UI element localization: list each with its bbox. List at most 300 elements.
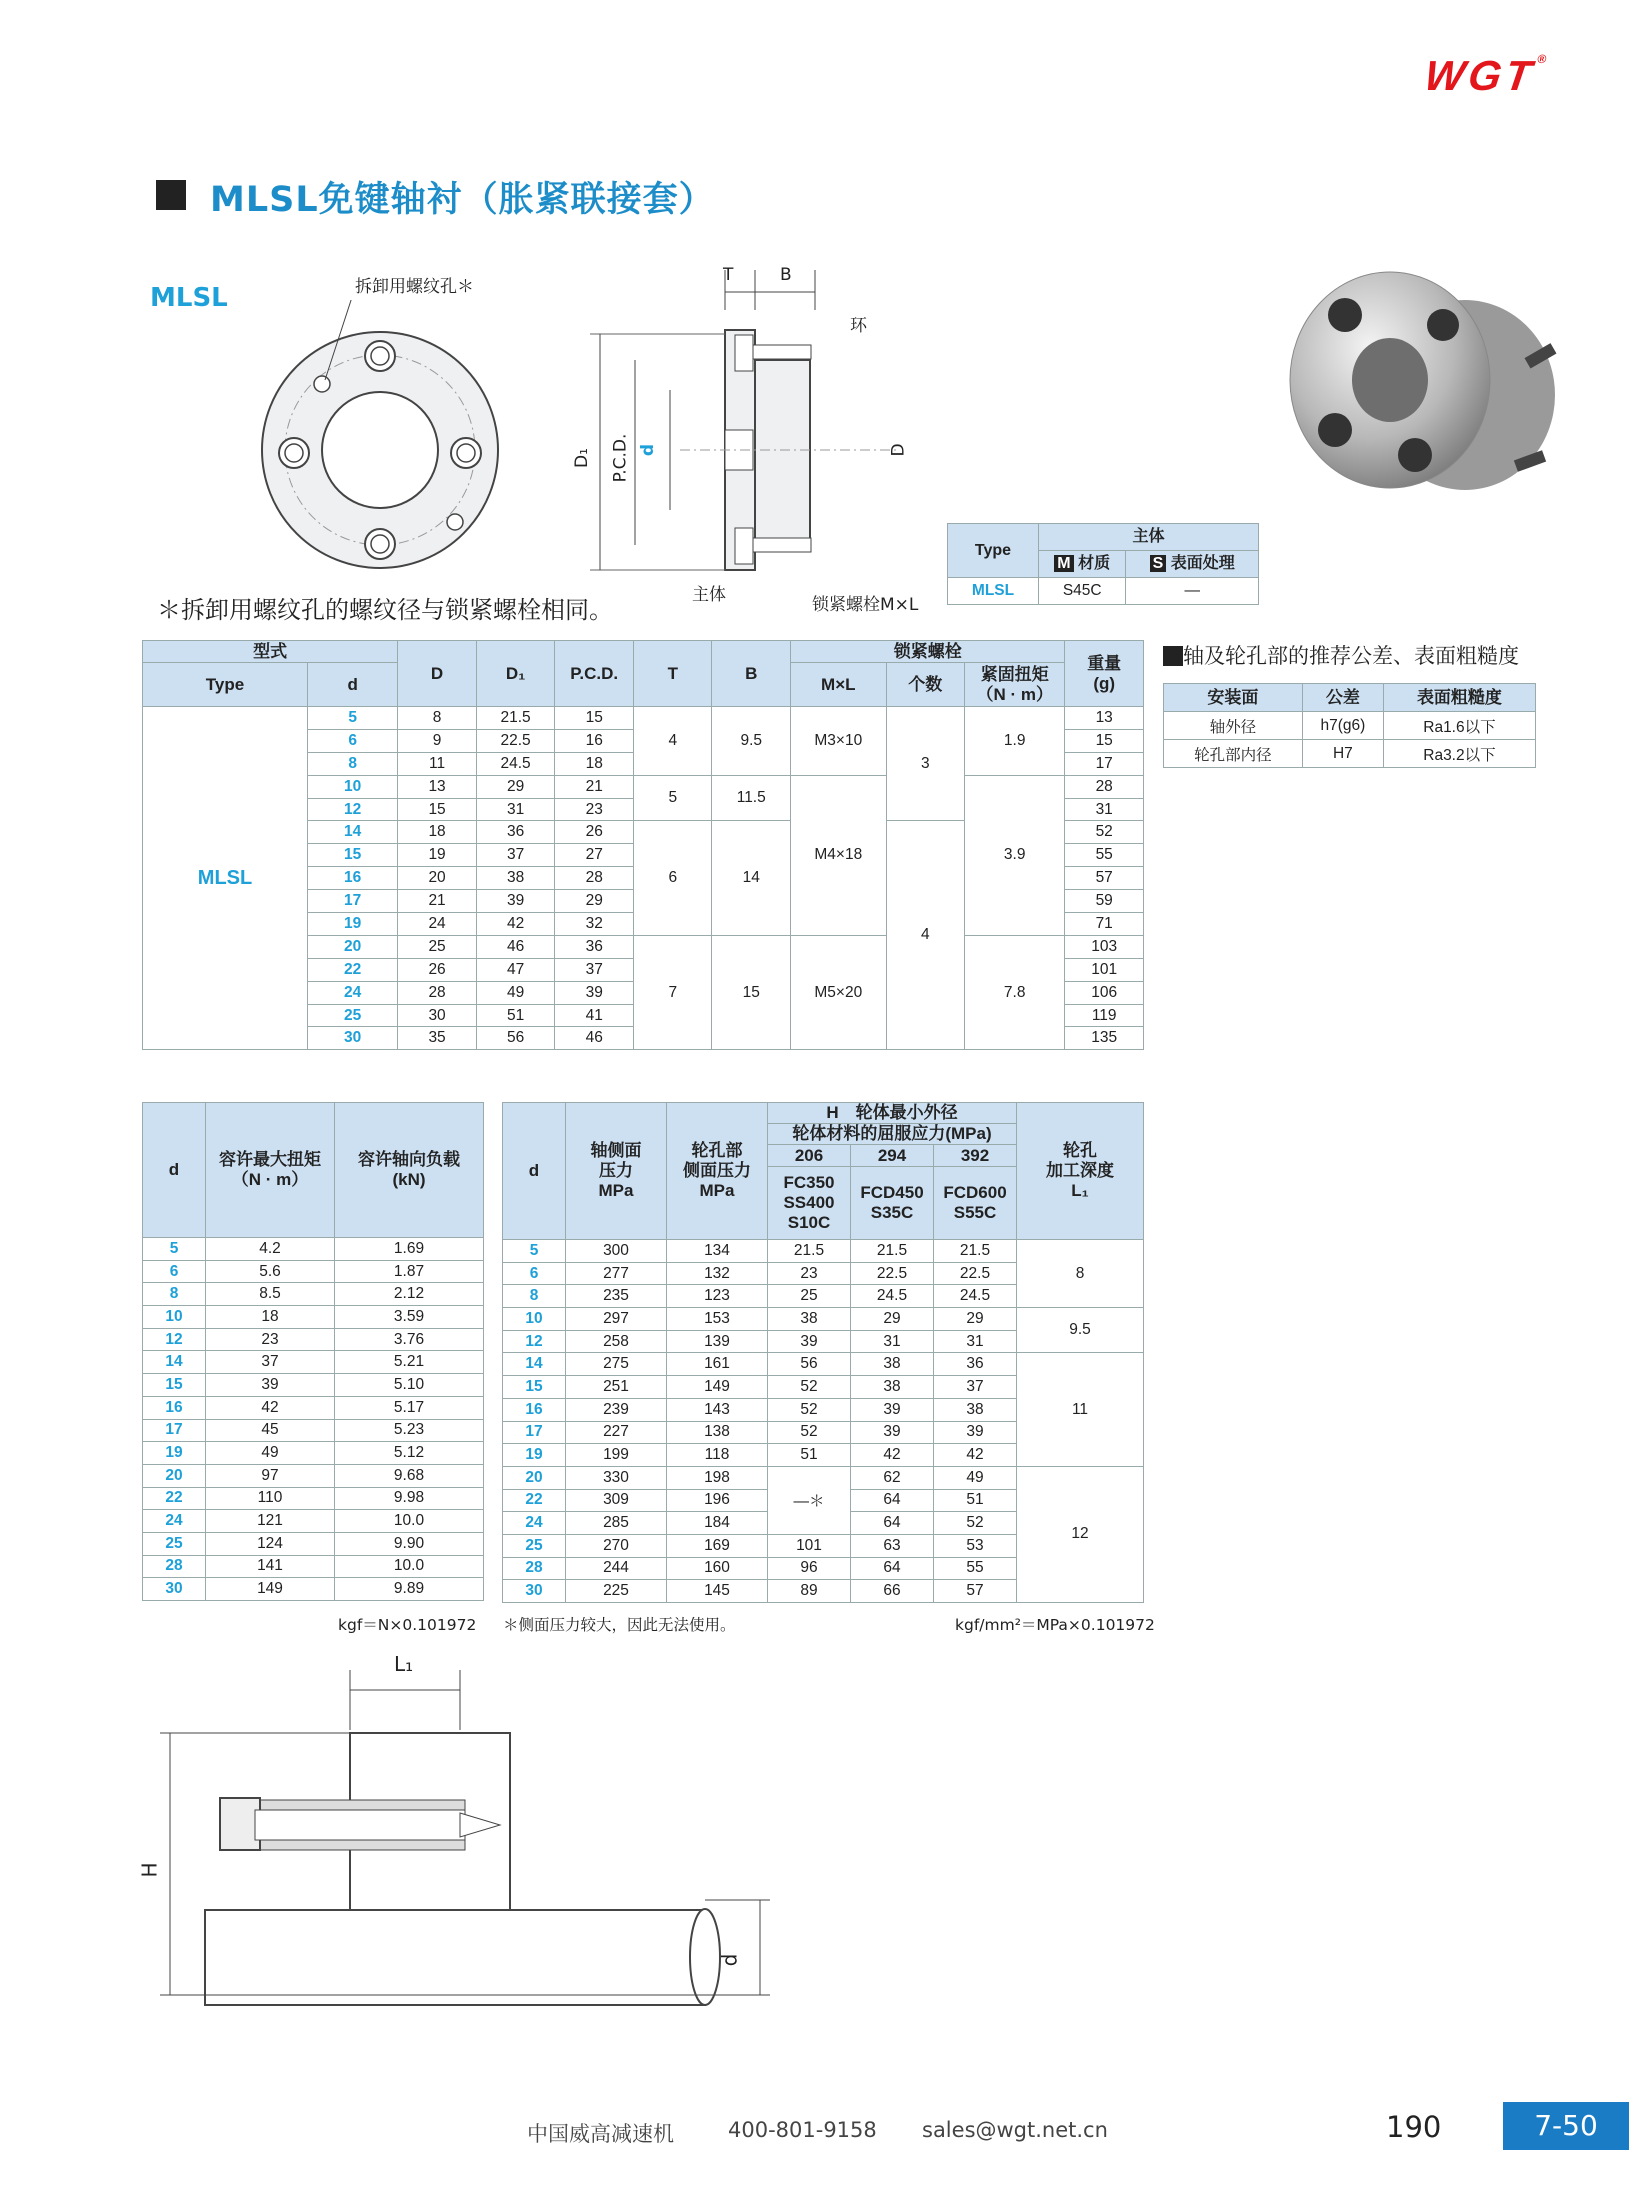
table-cell: 5.6 bbox=[206, 1260, 335, 1283]
table-cell: 37 bbox=[476, 844, 555, 867]
table-cell: 16 bbox=[143, 1396, 206, 1419]
table-cell: 3 bbox=[886, 707, 964, 821]
table-cell: 149 bbox=[667, 1376, 768, 1399]
table-cell: 18 bbox=[206, 1306, 335, 1329]
spec-PCD-header: P.C.D. bbox=[555, 641, 634, 707]
tq-d-header: d bbox=[143, 1103, 206, 1238]
table-cell: 62 bbox=[851, 1466, 934, 1489]
lock-bolt-label: 锁紧螺栓M×L bbox=[812, 595, 919, 615]
table-cell: 22 bbox=[503, 1489, 566, 1512]
table-cell: 3.76 bbox=[335, 1328, 484, 1351]
table-cell: 52 bbox=[934, 1512, 1017, 1535]
table-cell: 56 bbox=[476, 1027, 555, 1050]
table-cell: 258 bbox=[566, 1330, 667, 1353]
table-cell: 143 bbox=[667, 1398, 768, 1421]
table-cell: 22 bbox=[308, 958, 398, 981]
table-cell: 18 bbox=[398, 821, 476, 844]
table-cell: 149 bbox=[206, 1578, 335, 1601]
table-cell: 39 bbox=[851, 1421, 934, 1444]
dim-B: B bbox=[780, 265, 792, 285]
section-number: 7-50 bbox=[1503, 2102, 1629, 2150]
table-row bbox=[143, 1283, 484, 1306]
table-row bbox=[503, 1466, 1144, 1489]
table-cell: 101 bbox=[1065, 958, 1144, 981]
table-cell: 29 bbox=[476, 775, 555, 798]
table-cell: 251 bbox=[566, 1376, 667, 1399]
table-cell: 5 bbox=[308, 707, 398, 730]
table-cell: 161 bbox=[667, 1353, 768, 1376]
table-cell: 227 bbox=[566, 1421, 667, 1444]
spec-weight-header: 重量 (g) bbox=[1065, 641, 1144, 707]
table-cell: 121 bbox=[206, 1510, 335, 1533]
table-cell: 5.12 bbox=[335, 1442, 484, 1465]
table-cell: 6 bbox=[634, 821, 712, 935]
spec-table bbox=[142, 640, 1144, 1050]
table-cell: 11 bbox=[398, 752, 476, 775]
table-cell: 118 bbox=[667, 1444, 768, 1467]
table-cell: 330 bbox=[566, 1466, 667, 1489]
table-cell: 39 bbox=[476, 890, 555, 913]
table-cell: 15 bbox=[308, 844, 398, 867]
table-cell: 145 bbox=[667, 1580, 768, 1603]
table-cell: 9.5 bbox=[1017, 1308, 1144, 1353]
table-cell: 19 bbox=[143, 1442, 206, 1465]
table-cell: M5×20 bbox=[791, 935, 887, 1049]
table-cell: 5.23 bbox=[335, 1419, 484, 1442]
section-drawing bbox=[137, 1650, 780, 2010]
table-cell: 235 bbox=[566, 1285, 667, 1308]
table-cell: 24.5 bbox=[851, 1285, 934, 1308]
table-cell: 300 bbox=[566, 1240, 667, 1263]
table-cell: 15 bbox=[1065, 729, 1144, 752]
table-cell: 51 bbox=[768, 1444, 851, 1467]
table-cell: 21 bbox=[398, 890, 476, 913]
table-cell: 4 bbox=[634, 707, 712, 776]
table-cell: 297 bbox=[566, 1308, 667, 1331]
table-cell: 5.10 bbox=[335, 1374, 484, 1397]
table-row bbox=[143, 1464, 484, 1487]
table-cell: 20 bbox=[398, 867, 476, 890]
table-cell: 49 bbox=[206, 1442, 335, 1465]
table-cell: 19 bbox=[503, 1444, 566, 1467]
table-row bbox=[143, 1532, 484, 1555]
table-cell: 5 bbox=[634, 775, 712, 821]
table-cell: 46 bbox=[476, 935, 555, 958]
table-cell: 134 bbox=[667, 1240, 768, 1263]
table-cell: 5.21 bbox=[335, 1351, 484, 1374]
table-cell: 8 bbox=[308, 752, 398, 775]
table-cell: 52 bbox=[768, 1421, 851, 1444]
table-cell: 10 bbox=[308, 775, 398, 798]
table-cell: 11 bbox=[1017, 1353, 1144, 1466]
table-cell: 196 bbox=[667, 1489, 768, 1512]
table-cell: 275 bbox=[566, 1353, 667, 1376]
table-cell: 15 bbox=[398, 798, 476, 821]
table-cell: 24 bbox=[308, 981, 398, 1004]
table-cell: 38 bbox=[851, 1376, 934, 1399]
table-cell: 25 bbox=[308, 1004, 398, 1027]
table-cell: 1.87 bbox=[335, 1260, 484, 1283]
front-view-drawing bbox=[255, 300, 555, 600]
table-cell: 38 bbox=[934, 1398, 1017, 1421]
pr-shaft-header: 轴侧面 压力 MPa bbox=[566, 1103, 667, 1240]
table-cell: 1.9 bbox=[965, 707, 1065, 776]
table-cell: 25 bbox=[143, 1532, 206, 1555]
table-cell: 49 bbox=[934, 1466, 1017, 1489]
table-cell: 45 bbox=[206, 1419, 335, 1442]
pr-y2: 294 bbox=[851, 1145, 934, 1167]
table-cell: 132 bbox=[667, 1262, 768, 1285]
table-cell: 39 bbox=[555, 981, 634, 1004]
table-cell: 103 bbox=[1065, 935, 1144, 958]
table-cell: 24 bbox=[398, 913, 476, 936]
table-cell: 15 bbox=[555, 707, 634, 730]
table-cell: 17 bbox=[308, 890, 398, 913]
dim-L1: L₁ bbox=[394, 1652, 414, 1676]
pr-yield-header: 轮体材料的屈服应力(MPa) bbox=[768, 1124, 1017, 1145]
tol-cell: Ra1.6以下 bbox=[1383, 712, 1535, 740]
mt-main-body-header: 主体 bbox=[1039, 524, 1259, 551]
table-row bbox=[143, 1419, 484, 1442]
spec-mxl-header: M×L bbox=[791, 663, 887, 707]
table-cell: 199 bbox=[566, 1444, 667, 1467]
table-cell: 22 bbox=[143, 1487, 206, 1510]
table-cell: 55 bbox=[934, 1557, 1017, 1580]
table-cell: 31 bbox=[934, 1330, 1017, 1353]
table-row bbox=[143, 1442, 484, 1465]
table-cell: 24.5 bbox=[476, 752, 555, 775]
table-cell: 20 bbox=[503, 1466, 566, 1489]
tolerance-table bbox=[1163, 683, 1536, 768]
table-cell: 277 bbox=[566, 1262, 667, 1285]
table-cell: 270 bbox=[566, 1534, 667, 1557]
table-cell: 5 bbox=[503, 1240, 566, 1263]
mt-surface-header: S 表面处理 bbox=[1126, 551, 1259, 578]
spec-D1-header: D₁ bbox=[476, 641, 555, 707]
table-cell: 6 bbox=[503, 1262, 566, 1285]
table-cell: 101 bbox=[768, 1534, 851, 1557]
table-row bbox=[143, 1328, 484, 1351]
table-cell: 30 bbox=[398, 1004, 476, 1027]
main-body-label: 主体 bbox=[692, 585, 726, 605]
table-cell: 27 bbox=[555, 844, 634, 867]
brand-logo: WGT® bbox=[1421, 52, 1552, 99]
spec-count-header: 个数 bbox=[886, 663, 964, 707]
table-cell: 1.69 bbox=[335, 1238, 484, 1261]
table-cell: 38 bbox=[851, 1353, 934, 1376]
table-cell: 30 bbox=[143, 1578, 206, 1601]
table-cell: 13 bbox=[398, 775, 476, 798]
tq-torque-header: 容许最大扭矩 （N · m） bbox=[206, 1103, 335, 1238]
table-cell: 17 bbox=[1065, 752, 1144, 775]
table-cell: 9.68 bbox=[335, 1464, 484, 1487]
product-photo bbox=[1285, 255, 1565, 525]
table-cell: 24 bbox=[503, 1512, 566, 1535]
table-cell: 25 bbox=[768, 1285, 851, 1308]
table-cell: 97 bbox=[206, 1464, 335, 1487]
table-cell: 39 bbox=[851, 1398, 934, 1421]
table-cell: 64 bbox=[851, 1512, 934, 1535]
footer-phone: 400-801-9158 bbox=[728, 2118, 877, 2142]
table-row bbox=[143, 1374, 484, 1397]
table-cell: 53 bbox=[934, 1534, 1017, 1557]
table-cell: 28 bbox=[143, 1555, 206, 1578]
table-cell: 6 bbox=[143, 1260, 206, 1283]
table-row bbox=[143, 1306, 484, 1329]
table-cell: 36 bbox=[934, 1353, 1017, 1376]
table-cell: 239 bbox=[566, 1398, 667, 1421]
mt-type-header: Type bbox=[948, 524, 1039, 578]
table-row bbox=[503, 1353, 1144, 1376]
table-cell: 38 bbox=[768, 1308, 851, 1331]
table-row bbox=[143, 1396, 484, 1419]
table-cell: 160 bbox=[667, 1557, 768, 1580]
table-row bbox=[143, 707, 1144, 730]
table-cell: 42 bbox=[476, 913, 555, 936]
spec-D-header: D bbox=[398, 641, 476, 707]
table-cell: 71 bbox=[1065, 913, 1144, 936]
material-table bbox=[947, 523, 1259, 605]
table-cell: M4×18 bbox=[791, 775, 887, 935]
table-cell: 30 bbox=[308, 1027, 398, 1050]
table-cell: 16 bbox=[503, 1398, 566, 1421]
table-cell: 49 bbox=[476, 981, 555, 1004]
table-cell: —＊ bbox=[768, 1466, 851, 1534]
pr-depth-header: 轮孔 加工深度 L₁ bbox=[1017, 1103, 1144, 1240]
table-cell: 42 bbox=[851, 1444, 934, 1467]
table-cell: 41 bbox=[555, 1004, 634, 1027]
table-cell: 5.17 bbox=[335, 1396, 484, 1419]
table-cell: 37 bbox=[934, 1376, 1017, 1399]
table-cell: 35 bbox=[398, 1027, 476, 1050]
page-title: MLSL免键轴衬（胀紧联接套） bbox=[210, 180, 715, 220]
spec-type-cell: MLSL bbox=[143, 707, 308, 1050]
table-cell: 169 bbox=[667, 1534, 768, 1557]
torque-footnote: kgf＝N×0.101972 bbox=[338, 1616, 477, 1634]
footer-email[interactable]: sales@wgt.net.cn bbox=[922, 2118, 1108, 2142]
table-cell: 37 bbox=[206, 1351, 335, 1374]
table-cell: 7 bbox=[634, 935, 712, 1049]
table-cell: 124 bbox=[206, 1532, 335, 1555]
footer-company: 中国威高减速机 bbox=[527, 2122, 674, 2146]
table-cell: 51 bbox=[934, 1489, 1017, 1512]
table-cell: 24 bbox=[143, 1510, 206, 1533]
table-cell: 23 bbox=[768, 1262, 851, 1285]
spec-B-header: B bbox=[712, 641, 791, 707]
table-row bbox=[503, 1308, 1144, 1331]
pr-H-header: H 轮体最小外径 bbox=[768, 1103, 1017, 1124]
table-cell: 309 bbox=[566, 1489, 667, 1512]
table-cell: 17 bbox=[143, 1419, 206, 1442]
pr-m1: FC350 SS400 S10C bbox=[768, 1167, 851, 1240]
table-row bbox=[143, 1578, 484, 1601]
mt-surface: — bbox=[1126, 578, 1259, 605]
table-cell: 21.5 bbox=[851, 1240, 934, 1263]
table-cell: 12 bbox=[308, 798, 398, 821]
table-cell: 20 bbox=[143, 1464, 206, 1487]
table-cell: 39 bbox=[768, 1330, 851, 1353]
table-cell: 15 bbox=[712, 935, 791, 1049]
table-cell: 57 bbox=[934, 1580, 1017, 1603]
table-cell: 9.89 bbox=[335, 1578, 484, 1601]
table-cell: 225 bbox=[566, 1580, 667, 1603]
tolerance-title: 轴及轮孔部的推荐公差、表面粗糙度 bbox=[1163, 640, 1519, 670]
table-cell: 47 bbox=[476, 958, 555, 981]
spec-lockbolt-header: 锁紧螺栓 bbox=[791, 641, 1065, 663]
table-cell: 18 bbox=[555, 752, 634, 775]
table-cell: 135 bbox=[1065, 1027, 1144, 1050]
table-cell: 28 bbox=[555, 867, 634, 890]
pr-d-header: d bbox=[503, 1103, 566, 1240]
table-cell: 52 bbox=[768, 1398, 851, 1421]
table-row bbox=[143, 1510, 484, 1533]
removal-hole-label: 拆卸用螺纹孔＊ bbox=[355, 277, 474, 297]
dim-T: T bbox=[723, 265, 734, 285]
table-row bbox=[143, 1351, 484, 1374]
table-cell: 5 bbox=[143, 1238, 206, 1261]
table-cell: 138 bbox=[667, 1421, 768, 1444]
table-cell: 4.2 bbox=[206, 1238, 335, 1261]
spec-d-header: d bbox=[308, 663, 398, 707]
pr-m3: FCD600 S55C bbox=[934, 1167, 1017, 1240]
mt-material-header: M 材质 bbox=[1039, 551, 1126, 578]
table-cell: 24.5 bbox=[934, 1285, 1017, 1308]
spec-model-header: 型式 bbox=[143, 641, 398, 663]
table-cell: 29 bbox=[851, 1308, 934, 1331]
pr-hub-header: 轮孔部 侧面压力 MPa bbox=[667, 1103, 768, 1240]
table-cell: 25 bbox=[503, 1534, 566, 1557]
pr-y3: 392 bbox=[934, 1145, 1017, 1167]
table-cell: 8 bbox=[143, 1283, 206, 1306]
table-cell: 9.5 bbox=[712, 707, 791, 776]
table-cell: 31 bbox=[851, 1330, 934, 1353]
table-cell: 139 bbox=[667, 1330, 768, 1353]
table-cell: 14 bbox=[143, 1351, 206, 1374]
tol-cell: h7(g6) bbox=[1302, 712, 1383, 740]
dim-D: D bbox=[888, 443, 909, 457]
spec-type-header: Type bbox=[143, 663, 308, 707]
table-cell: 12 bbox=[143, 1328, 206, 1351]
table-row bbox=[143, 1238, 484, 1261]
table-cell: 52 bbox=[768, 1376, 851, 1399]
table-cell: 39 bbox=[934, 1421, 1017, 1444]
dim-d: d bbox=[638, 443, 659, 457]
table-cell: 66 bbox=[851, 1580, 934, 1603]
tol-header-surface: 安装面 bbox=[1164, 684, 1303, 712]
table-cell: 26 bbox=[555, 821, 634, 844]
tol-header-rough: 表面粗糙度 bbox=[1383, 684, 1535, 712]
removal-note: ＊拆卸用螺纹孔的螺纹径与锁紧螺栓相同。 bbox=[157, 596, 613, 624]
table-cell: 8 bbox=[1017, 1240, 1144, 1308]
table-cell: 29 bbox=[555, 890, 634, 913]
table-cell: 22.5 bbox=[851, 1262, 934, 1285]
table-cell: 38 bbox=[476, 867, 555, 890]
table-cell: 59 bbox=[1065, 890, 1144, 913]
table-cell: 51 bbox=[476, 1004, 555, 1027]
table-cell: 14 bbox=[503, 1353, 566, 1376]
tq-axial-header: 容许轴向负载 (kN) bbox=[335, 1103, 484, 1238]
tol-cell: 轮孔部内径 bbox=[1164, 740, 1303, 768]
table-cell: 23 bbox=[555, 798, 634, 821]
table-cell: 106 bbox=[1065, 981, 1144, 1004]
dim-D1: D₁ bbox=[571, 448, 592, 468]
table-cell: 9.98 bbox=[335, 1487, 484, 1510]
table-cell: 26 bbox=[398, 958, 476, 981]
table-cell: 19 bbox=[308, 913, 398, 936]
dim-d-bottom: d bbox=[717, 1953, 742, 1967]
table-cell: 12 bbox=[1017, 1466, 1144, 1602]
table-cell: 21.5 bbox=[934, 1240, 1017, 1263]
table-cell: 198 bbox=[667, 1466, 768, 1489]
table-cell: 63 bbox=[851, 1534, 934, 1557]
table-cell: 16 bbox=[555, 729, 634, 752]
torque-table bbox=[142, 1102, 484, 1601]
table-cell: 56 bbox=[768, 1353, 851, 1376]
table-cell: 153 bbox=[667, 1308, 768, 1331]
table-cell: 42 bbox=[934, 1444, 1017, 1467]
table-cell: 30 bbox=[503, 1580, 566, 1603]
table-cell: 15 bbox=[143, 1374, 206, 1397]
spec-torque-header: 紧固扭矩 （N · m） bbox=[965, 663, 1065, 707]
table-cell: 285 bbox=[566, 1512, 667, 1535]
mt-type: MLSL bbox=[948, 578, 1039, 605]
table-row bbox=[503, 1240, 1144, 1263]
table-cell: 12 bbox=[503, 1330, 566, 1353]
pr-y1: 206 bbox=[768, 1145, 851, 1167]
table-cell: 10 bbox=[143, 1306, 206, 1329]
table-cell: 28 bbox=[398, 981, 476, 1004]
table-cell: 28 bbox=[503, 1557, 566, 1580]
page-number: 190 bbox=[1386, 2110, 1442, 2144]
pressure-footnote-1: ＊侧面压力较大，因此无法使用。 bbox=[503, 1616, 736, 1634]
drawing-type-label: MLSL bbox=[150, 283, 228, 313]
table-cell: 119 bbox=[1065, 1004, 1144, 1027]
table-cell: 31 bbox=[476, 798, 555, 821]
table-cell: 14 bbox=[712, 821, 791, 935]
table-cell: 10.0 bbox=[335, 1510, 484, 1533]
table-row bbox=[143, 1260, 484, 1283]
table-cell: 21.5 bbox=[768, 1240, 851, 1263]
table-cell: 110 bbox=[206, 1487, 335, 1510]
table-cell: 10.0 bbox=[335, 1555, 484, 1578]
spec-T-header: T bbox=[634, 641, 712, 707]
table-cell: 96 bbox=[768, 1557, 851, 1580]
table-cell: 123 bbox=[667, 1285, 768, 1308]
table-cell: 11.5 bbox=[712, 775, 791, 821]
table-cell: 244 bbox=[566, 1557, 667, 1580]
table-cell: 23 bbox=[206, 1328, 335, 1351]
table-cell: 42 bbox=[206, 1396, 335, 1419]
table-cell: 6 bbox=[308, 729, 398, 752]
table-row bbox=[143, 1487, 484, 1510]
tol-cell: 轴外径 bbox=[1164, 712, 1303, 740]
mt-material: S45C bbox=[1039, 578, 1126, 605]
table-cell: 10 bbox=[503, 1308, 566, 1331]
table-cell: 3.59 bbox=[335, 1306, 484, 1329]
pressure-table bbox=[502, 1102, 1144, 1603]
table-cell: 57 bbox=[1065, 867, 1144, 890]
table-cell: 15 bbox=[503, 1376, 566, 1399]
table-cell: 8 bbox=[398, 707, 476, 730]
table-cell: 13 bbox=[1065, 707, 1144, 730]
table-cell: 55 bbox=[1065, 844, 1144, 867]
table-cell: 22.5 bbox=[476, 729, 555, 752]
table-cell: 39 bbox=[206, 1374, 335, 1397]
table-cell: 7.8 bbox=[965, 935, 1065, 1049]
table-cell: 14 bbox=[308, 821, 398, 844]
table-cell: 52 bbox=[1065, 821, 1144, 844]
table-cell: 36 bbox=[476, 821, 555, 844]
